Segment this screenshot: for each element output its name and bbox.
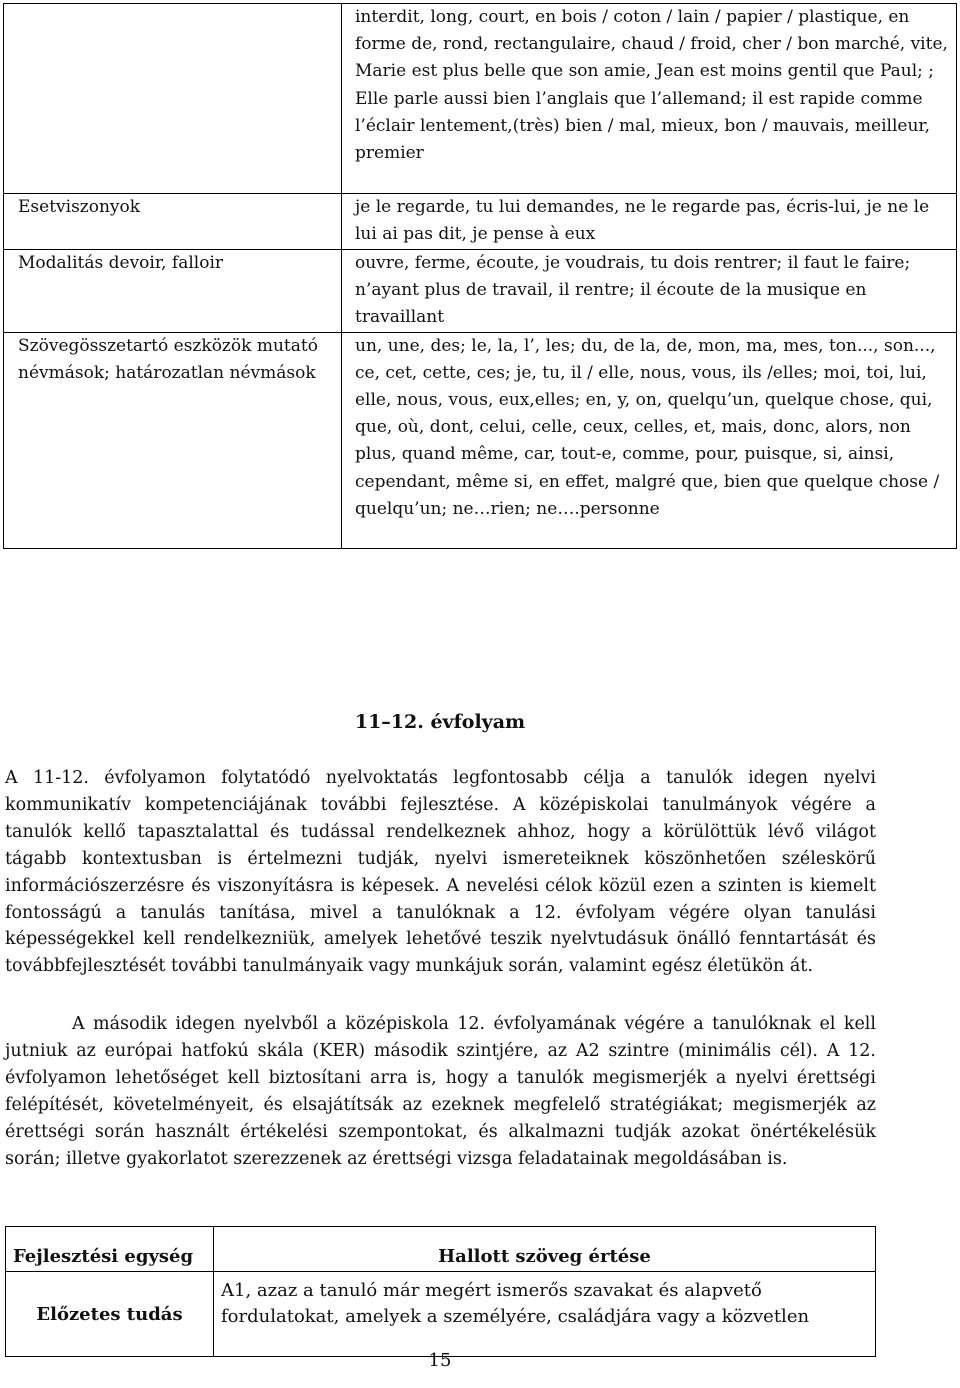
unit-header-label: Fejlesztési egység [6,1227,214,1272]
grammar-row [4,194,957,250]
grammar-label-cell [4,250,342,333]
paragraph-requirements: A második idegen nyelvből a középiskola 12. évfolyamának végére a tanulóknak el kell jutniuk az európai hatfokú skála (KER) második szintjére, az A2 szintre (minimális cél). A 12. évfolyamon lehetőséget kell biztosítani arra is, hogy a tanulók megismerjék a nyelvi érettségi felépítését, követelményeit, és elsajátítsák az ezeknek megfelelő stratégiákat; megismerjék az érettségi során használt értékelési szempontokat, és alkalmazni tudják azokat önértékelésük során; illetve gyakorlatot szerezzenek az érettségi vizsga feladatainak megoldásában is. [5,1014,876,1169]
grammar-label: Esetviszonyok [18,197,141,217]
grammar-content-cell [342,250,957,333]
grammar-label: Modalitás devoir, falloir [18,253,224,273]
unit-row-value: A1, azaz a tanuló már megért ismerős szavakat és alapvető fordulatokat, amelyek a személyére, családjára vagy a közvetlen [214,1272,876,1357]
grammar-label-cell [4,4,342,194]
grammar-content: interdit, long, court, en bois / coton / lain / papier / plastique, en forme de, rond, rectangulaire, chaud / froid, cher / bon marché, vite, Marie est plus belle que son amie, Jean est moins gentil que Paul; ; Elle parle aussi bien l’anglais que l’allemand; il est rapide comme l’éclair lentement,(très) bien / mal, mieux, bon / mauvais, meilleur, premier [355,7,948,164]
paragraph-goals: A 11-12. évfolyamon folytatódó nyelvoktatás legfontosabb célja a tanulók idegen nyelvi kommunikatív kompetenciájának további fejlesztése. A középiskolai tanulmányok végére a tanulók kellő tapasztalattal és tudással rendelkeznek ahhoz, hogy a körülöttük lévő világot tágabb kontextusban is értelmezni tudják, nyelvi ismereteiknek köszönhetően széleskörű információszerzésre és viszonyításra is képesek. A nevelési célok közül ezen a szinten is kiemelt fontosságú a tanulás tanítása, mivel a tanulóknak a 12. évfolyam végére olyan tanulási képességekkel kell rendelkezniük, amelyek lehetővé teszik nyelvtudásuk önálló fenntartását és továbbfejlesztését további tanulmányaik vagy munkájuk során, valamint egész életükön át. [5,768,876,977]
grammar-label-cell [4,194,342,250]
grammar-content: ouvre, ferme, écoute, je voudrais, tu dois rentrer; il faut le faire; n’ayant plus de travail, il rentre; il écoute de la musique en travaillant [355,253,911,328]
grammar-content-cell [342,332,957,548]
unit-row-label: Előzetes tudás [6,1272,214,1357]
grammar-row [4,4,957,194]
grammar-table [3,3,957,549]
grammar-content: je le regarde, tu lui demandes, ne le regarde pas, écris-lui, je ne le lui ai pas dit, je pense à eux [355,197,930,245]
grammar-label-cell [4,332,342,548]
grammar-label: Szövegösszetartó eszközök mutató névmások; határozatlan névmások [18,335,318,383]
section-heading: 11–12. évfolyam [354,711,526,733]
development-unit-table [5,1226,876,1357]
grammar-content-cell [342,4,957,194]
grammar-content: un, une, des; le, la, l’, les; du, de la, de, mon, ma, mes, ton..., son..., ce, cet, cette, ces; je, tu, il / elle, nous, vous, ils /elles; moi, toi, lui, elle, nous, vous, eux,elles; en, y, on, quelqu’un, quelque chose, qui, que, où, dont, celui, celle, ceux, celles, et, mais, donc, alors, non plus, quand même, car, tout-e, comme, pour, puisque, si, ainsi, cependant, même si, en effet, malgré que, bien que quelque chose / quelqu’un; ne…rien; ne….personne [355,335,940,519]
unit-row [6,1272,876,1357]
unit-header-value: Hallott szöveg értése [214,1227,876,1272]
grammar-content-cell [342,194,957,250]
page-number: 15 [428,1350,452,1371]
unit-header-row [6,1227,876,1272]
grammar-row [4,332,957,548]
grammar-row [4,250,957,333]
